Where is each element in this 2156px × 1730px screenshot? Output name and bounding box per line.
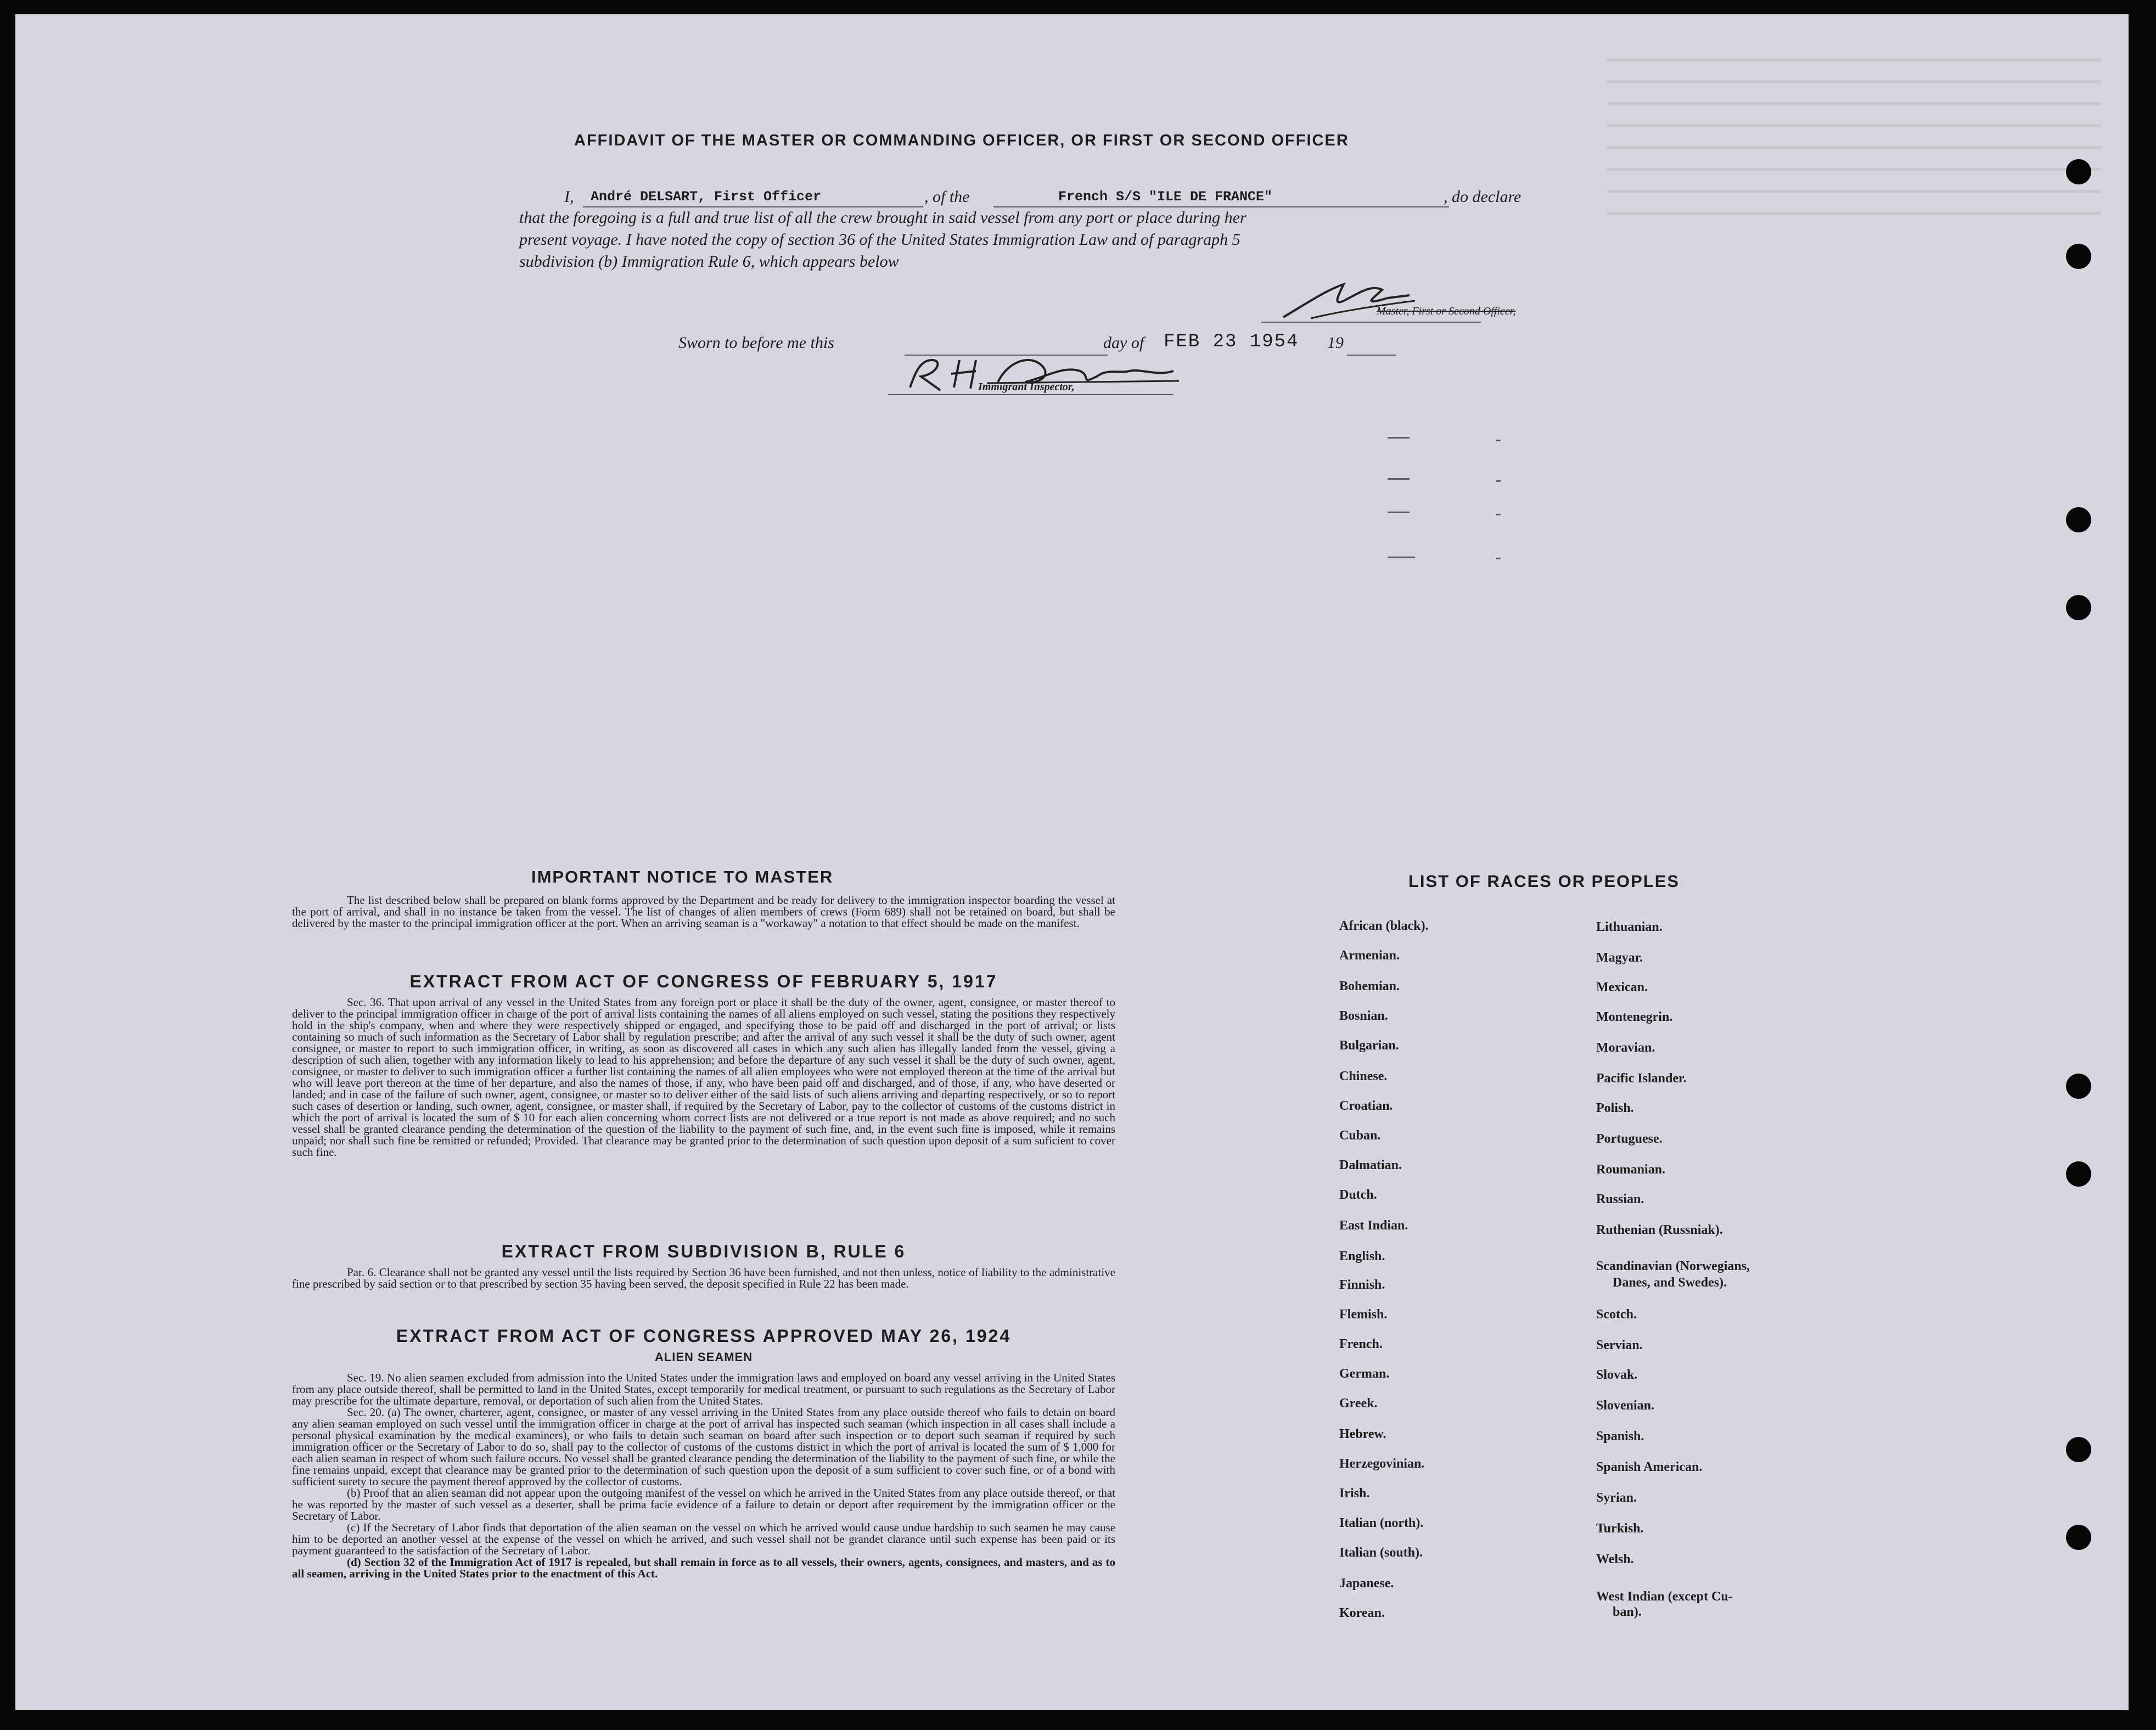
race-item: German. (1339, 1367, 1390, 1381)
affidavit-do-declare: , do declare (1444, 188, 1521, 206)
race-item: Bosnian. (1339, 1009, 1388, 1023)
master-signature-caption: Master, First or Second Officer, (1377, 305, 1516, 317)
race-item: Turkish. (1596, 1521, 1644, 1536)
race-item: Polish. (1596, 1101, 1634, 1115)
race-item: Flemish. (1339, 1307, 1388, 1322)
stray-mark (1496, 558, 1501, 559)
notice-title: IMPORTANT NOTICE TO MASTER (531, 867, 834, 886)
race-item: Japanese. (1339, 1576, 1394, 1591)
race-item: Magyar. (1596, 951, 1643, 965)
punch-hole (2066, 507, 2091, 532)
stray-mark (1496, 514, 1501, 515)
race-item: Russian. (1596, 1192, 1644, 1206)
bleed-through-area (1607, 58, 2101, 223)
day-of-text: day of (1103, 334, 1144, 352)
race-item: Armenian. (1339, 948, 1400, 963)
race-item: Danes, and Swedes). (1613, 1276, 1727, 1290)
race-item: Roumanian. (1596, 1162, 1666, 1177)
officer-name-value: André DELSART, First Officer (591, 189, 822, 205)
punch-hole (2066, 1525, 2091, 1550)
race-item: Scandinavian (Norwegians, (1596, 1259, 1750, 1273)
punch-hole (2066, 1161, 2091, 1187)
notice-paragraph: The list described below shall be prepared on blank forms approved by the Department and be ready for delivery to the immigration inspector boarding the vessel at the port of arrival, and shall in no instance be taken from the vessel. The list of changes of alien members of crews (Form 689) shall not be retained on board, but shall be delivered by the master to the principal immigration officer at the port. When an arriving seaman is a "workaway" a notation to that effect should be made on the manifest. (292, 894, 1115, 930)
stray-mark (1388, 478, 1410, 480)
manifest-sheet (15, 14, 2129, 1710)
year-field (1347, 333, 1396, 356)
vessel-name-value: French S/S "ILE DE FRANCE" (1058, 189, 1273, 205)
race-item: Chinese. (1339, 1069, 1388, 1083)
extract-1917-title: EXTRACT FROM ACT OF CONGRESS OF FEBRUARY 5, 1917 (409, 971, 998, 991)
race-item: Moravian. (1596, 1041, 1655, 1055)
stray-mark (1388, 512, 1410, 513)
race-item: Bulgarian. (1339, 1038, 1399, 1053)
section-20c: (c) If the Secretary of Labor finds that deportation of the alien seaman on the vessel on which he arrived would cause undue hardship to such seamen he may cause him to be deported an another vessel at the expense of the vessel on which he arrived, and such vessel shall not be grandet clarance until such expense has been paid or its payment guaranteed to the satisfaction of the Secretary of Labor. (292, 1521, 1115, 1557)
race-item: Portuguese. (1596, 1132, 1663, 1146)
race-item: African (black). (1339, 919, 1429, 933)
race-item: Korean. (1339, 1606, 1385, 1620)
stray-mark (1388, 557, 1415, 558)
race-item: Slovenian. (1596, 1398, 1655, 1413)
race-item: Scotch. (1596, 1307, 1637, 1322)
race-item: Cuban. (1339, 1128, 1381, 1143)
punch-hole (2066, 1074, 2091, 1099)
race-item: Irish. (1339, 1486, 1370, 1501)
inspector-caption: Immigrant Inspector, (978, 381, 1075, 393)
subdivision-b-title: EXTRACT FROM SUBDIVISION B, RULE 6 (501, 1242, 906, 1261)
affidavit-of-the: , of the (924, 188, 970, 206)
affidavit-title: AFFIDAVIT OF THE MASTER OR COMMANDING OFFICER, OR FIRST OR SECOND OFFICER (574, 132, 1349, 149)
races-title: LIST OF RACES OR PEOPLES (1408, 872, 1680, 891)
extract-1924-body (292, 1372, 1115, 1580)
race-item: Pacific Islander. (1596, 1071, 1687, 1086)
extract-1924-title: EXTRACT FROM ACT OF CONGRESS APPROVED MAY 26, 1924 (396, 1326, 1012, 1346)
affidavit-line-4: subdivision (b) Immigration Rule 6, which appears below (519, 252, 899, 271)
race-item: West Indian (except Cu- (1596, 1589, 1733, 1604)
race-item: Hebrew. (1339, 1427, 1386, 1441)
race-item: ban). (1613, 1605, 1642, 1619)
race-item: Montenegrin. (1596, 1010, 1673, 1024)
race-item: Italian (north). (1339, 1516, 1424, 1530)
race-item: Dalmatian. (1339, 1158, 1402, 1172)
stray-mark (1496, 440, 1501, 441)
race-item: Mexican. (1596, 980, 1648, 995)
race-item: English. (1339, 1249, 1385, 1263)
race-item: Spanish American. (1596, 1460, 1703, 1474)
extract-1924-subtitle: ALIEN SEAMEN (654, 1350, 753, 1364)
race-item: French. (1339, 1337, 1383, 1351)
race-item: Syrian. (1596, 1491, 1637, 1505)
race-item: Herzegovinian. (1339, 1457, 1425, 1471)
subdivision-b-paragraph: Par. 6. Clearance shall not be granted any vessel until the lists required by Section 36 have been furnished, and not then unless, notice of liability to the administrative fine prescribed by said section or to that prescribed by section 35 having been served, the deposit specified in Rule 22 has been made. (292, 1266, 1115, 1290)
extract-1917-paragraph: Sec. 36. That upon arrival of any vessel in the United States from any foreign port or place it shall be the duty of the owner, agent, consignee, or master thereof to deliver to the principal immigration officer in charge of the port of arrival lists containing the names of all aliens employed on such vessel, stating the positions they respectively hold in the ship's company, when and where they were respectively shipped or engaged, and specifying those to be paid off and discharged in the port of arrival; or lists containing so much of such information as the Secretary of Labor shall by regulation prescribe; and after the arrival of any such vessel it shall be the duty of such owner, agent consignee, or master to report to such immigration officer, in writing, as soon as discovered all cases in which any such alien has illegally landed from the vessel, giving a description of such alien, together with any information likely to lead to his apprehension; and before the departure of any such vessel it shall be the duty of such owner, agent, consignee, or master to deliver to such immigration officer a further list containing the names of all alien employees who were not employed thereon at the time of the arrival but who will leave port thereon at the time of her departure, and also the names of those, if any, who have been paid off and discharged, and of those, if any, who have deserted or landed; and in case of the failure of such owner, agent, consignee, or master so to deliver either of the said lists of such aliens arriving and departing respectively, or so to report such cases of desertion or landing, such owner, agent, consignee, or master shall, if required by the Secretary of Labor, pay to the collector of customs of the customs district in which the port of arrival is located the sum of $ 10 for each alien concerning whom correct lists are not delivered or a true report is not made as above required; and no such vessel shall be granted clearance pending the determination of the question of the liability to the payment of such fine, and, in the event such fine is imposed, while it remains unpaid; nor shall such fine be remitted or refunded; Provided. That clearance may be granted prior to the determination of such question upon deposit of a sum suficient to cover such fine. (292, 996, 1115, 1159)
extract-1917-body (292, 997, 1115, 1158)
race-item: Lithuanian. (1596, 920, 1663, 934)
notice-body (292, 895, 1115, 929)
affidavit-line-3: present voyage. I have noted the copy of section 36 of the United States Immigration Law and of paragraph 5 (519, 231, 1240, 249)
punch-hole (2066, 244, 2091, 269)
race-item: Welsh. (1596, 1552, 1634, 1566)
race-item: Dutch. (1339, 1188, 1377, 1202)
race-item: Slovak. (1596, 1368, 1638, 1382)
race-item: East Indian. (1339, 1218, 1408, 1233)
punch-hole (2066, 595, 2091, 620)
race-item: Greek. (1339, 1396, 1378, 1411)
subdivision-b-body (292, 1267, 1115, 1290)
section-20d: (d) Section 32 of the Immigration Act of 1917 is repealed, but shall remain in force as to all vessels, their owners, agents, consignees, and masters, and as to all seamen, arriving in the United States prior to the enactment of this Act. (292, 1555, 1115, 1580)
race-item: Bohemian. (1339, 979, 1400, 993)
affidavit-line-2: that the foregoing is a full and true list of all the crew brought in said vessel from any port or place during her (519, 209, 1247, 227)
race-item: Croatian. (1339, 1099, 1393, 1113)
punch-hole (2066, 159, 2091, 184)
stray-mark (1496, 480, 1501, 482)
race-item: Servian. (1596, 1338, 1643, 1352)
punch-hole (2066, 1437, 2091, 1462)
section-20a: Sec. 20. (a) The owner, charterer, agent, consignee, or master of any vessel arriving in the United States from any place outside thereof who fails to detain on board any alien seaman employed on such vessel until the immigration officer in charge at the port of arrival has inspected such seaman (which inspection in all cases shall include a personal physical examination by the medical examiners), or who fails to detain such seaman on board after such inspection or to deport such seaman if required by such immigration officer or the Secretary of Labor to do so, shall pay to the collector of customs of the customs district in which the port of arrival is located the sum of $ 1,000 for each alien seaman in respect of whom such failure occurs. No vessel shall be granted clearance pending the determination of the liability to the payment of such fine, or while the fine remains unpaid, except that clearance may be granted prior to the determination of such question upon the deposit of a sum sufficient to cover such fine, or of a bond with sufficient surety to secure the payment thereof approved by the collector of customs. (292, 1406, 1115, 1488)
race-item: Ruthenian (Russniak). (1596, 1223, 1723, 1237)
sworn-text: Sworn to before me this (678, 334, 834, 352)
date-stamp: FEB 23 1954 (1164, 332, 1299, 352)
race-item: Italian (south). (1339, 1546, 1423, 1560)
race-item: Spanish. (1596, 1429, 1644, 1443)
section-19: Sec. 19. No alien seamen excluded from admission into the United States under the immigration laws and employed on board any vessel arriving in the United States from any place outside thereof, shall be permitted to land in the United States, except temporarily for medical treatment, or pursuant to such regulations as the Secretary of Labor may prescribe for the ultimate departure, removal, or deportation of such alien from the United States. (292, 1371, 1115, 1407)
year-prefix: 19 (1327, 334, 1344, 352)
section-20b: (b) Proof that an alien seaman did not appear upon the outgoing manifest of the vessel on which he arrived in the United States from any place outside thereof, or that he was reported by the master of such vessel as a deserter, shall be prima facie evidence of a failure to detain or deport after requirement by the immigration officer or the Secretary of Labor. (292, 1486, 1115, 1523)
affidavit-i: I, (564, 188, 574, 206)
race-item: Finnish. (1339, 1278, 1385, 1292)
stray-mark (1388, 437, 1410, 439)
